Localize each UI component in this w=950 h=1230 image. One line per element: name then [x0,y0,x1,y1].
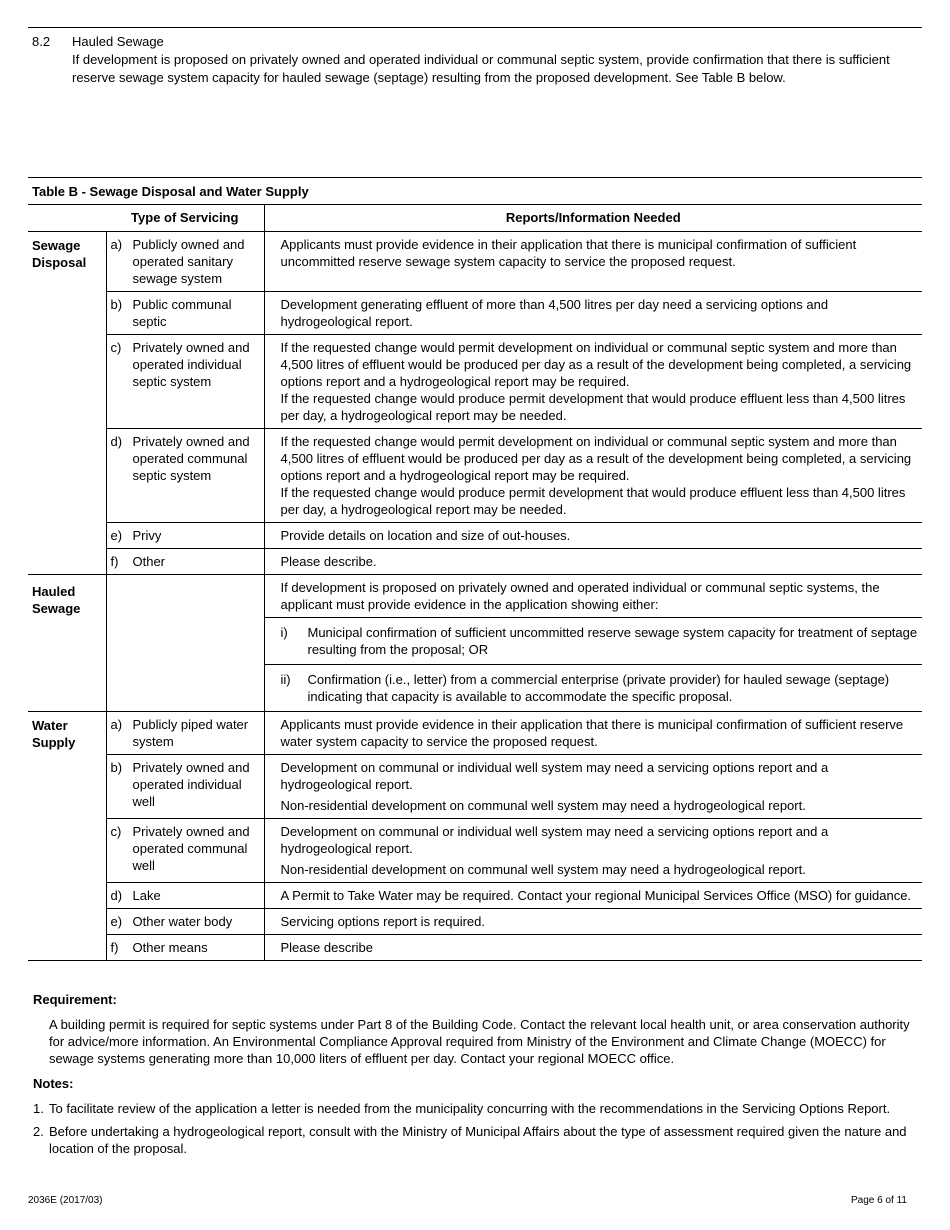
type-cell [106,935,264,961]
row-letter: d) [110,434,123,449]
option-number: i) [280,625,288,640]
table-row [28,549,922,575]
report-cell [264,712,922,755]
table-row [28,935,922,961]
row-letter: f) [110,554,119,569]
option-text: Confirmation (i.e., letter) from a commercial enterprise (private provider) for hauled sewage (septage) indicating that capacity is available to accommodate the specific proposal. [307,672,890,704]
report-cell [264,755,922,819]
type-label: Privately owned and operated individual well [132,760,250,809]
row-letter: a) [110,717,123,732]
page-number: Page 6 of 11 [851,1195,907,1206]
section-body: If development is proposed on privately owned and operated individual or communal septic system, provide confirmation that there is sufficient reserve sewage system capacity for hauled sewage (septage) resulting from the proposed development. See Table B below. [72,52,890,85]
type-cell [106,883,264,909]
type-cell [106,819,264,883]
table-row [28,232,922,292]
report-text: Development on communal or individual well system may need a servicing options report and a hydrogeological report. [280,760,829,792]
hauled-option [264,618,922,665]
type-label: Privately owned and operated communal septic system [132,434,250,483]
option-number: ii) [280,672,291,687]
table-row [28,335,922,429]
table-row [28,755,922,819]
report-text: Servicing options report is required. [280,914,485,929]
type-cell [106,335,264,429]
report-text: Non-residential development on communal well system may need a hydrogeological report. [280,862,806,877]
report-cell [264,523,922,549]
header-reports-needed: Reports/Information Needed [264,205,922,232]
type-cell-empty [106,575,264,712]
report-text: Provide details on location and size of out-houses. [280,528,571,543]
note-number: 1. [33,1101,44,1116]
row-letter: d) [110,888,123,903]
section-title: Hauled Sewage [72,34,164,49]
report-text: Development on communal or individual well system may need a servicing options report and a hydrogeological report. [280,824,829,856]
report-cell [264,335,922,429]
note-text: Before undertaking a hydrogeological report, consult with the Ministry of Municipal Affairs about the type of assessment required given the nature and location of the proposal. [49,1124,907,1156]
type-cell [106,292,264,335]
option-text: Municipal confirmation of sufficient uncommitted reserve sewage system capacity for treatment of septage resulting from the proposal; OR [307,625,918,657]
top-rule [28,27,922,28]
type-label: Privately owned and operated individual septic system [132,340,250,389]
report-cell [264,292,922,335]
report-cell [264,549,922,575]
type-label: Lake [132,888,161,903]
notes-heading: Notes: [33,1076,74,1091]
table-row [28,883,922,909]
report-text: If the requested change would produce permit development that would produce effluent less than 4,500 litres per day, a hydrogeological report may be needed. [280,391,906,423]
row-letter: b) [110,297,123,312]
report-cell [264,232,922,292]
note-text: To facilitate review of the application a letter is needed from the municipality concurring with the recommendations in the Servicing Options Report. [49,1101,891,1116]
hauled-sewage-label: Hauled Sewage [28,575,106,712]
report-text: Applicants must provide evidence in their application that there is municipal confirmation of sufficient reserve water system capacity to service the proposed request. [280,717,904,749]
report-text: Applicants must provide evidence in their application that there is municipal confirmation of sufficient uncommitted reserve sewage system capacity to service the proposed request. [280,237,857,269]
header-blank [28,205,106,232]
report-text: Please describe [280,940,373,955]
type-label: Public communal septic [132,297,232,329]
hauled-intro: If development is proposed on privately owned and operated individual or communal septic systems, the applicant must provide evidence in the application showing either: [264,575,922,618]
report-text: Development generating effluent of more than 4,500 litres per day need a servicing options and hydrogeological report. [280,297,829,329]
type-cell [106,232,264,292]
water-supply-label: Water Supply [28,712,106,961]
row-letter: c) [110,340,122,355]
section-8-2 [32,33,912,87]
type-cell [106,909,264,935]
type-label: Publicly owned and operated sanitary sewage system [132,237,245,286]
report-text: If the requested change would permit development on individual or communal septic system and more than 4,500 litres of effluent would be produced per day as a result of the development being completed, a servicing options report and a hydrogeological report may be required. [280,340,912,389]
type-label: Privately owned and operated communal well [132,824,250,873]
type-label: Other water body [132,914,233,929]
report-text: A Permit to Take Water may be required. Contact your regional Municipal Services Office (MSO) for guidance. [280,888,912,903]
report-cell [264,429,922,523]
table-row [28,909,922,935]
report-text: If the requested change would produce permit development that would produce effluent less than 4,500 litres per day, a hydrogeological report may be needed. [280,485,906,517]
row-letter: e) [110,528,123,543]
type-cell [106,712,264,755]
type-label: Privy [132,528,162,543]
report-cell [264,935,922,961]
table-row [28,523,922,549]
type-label: Publicly piped water system [132,717,249,749]
notes-list [33,1100,913,1157]
row-letter: a) [110,237,123,252]
note-item [33,1100,913,1117]
type-cell [106,755,264,819]
report-text: Non-residential development on communal well system may need a hydrogeological report. [280,798,806,813]
type-label: Other [132,554,166,569]
type-cell [106,429,264,523]
table-row [28,575,922,618]
note-number: 2. [33,1124,44,1139]
row-letter: e) [110,914,123,929]
table-row [28,292,922,335]
table-row [28,712,922,755]
type-label: Other means [132,940,208,955]
table-b [28,177,922,961]
requirement-section [33,991,913,1163]
row-letter: f) [110,940,119,955]
report-cell [264,819,922,883]
form-id: 2036E (2017/03) [28,1195,103,1206]
report-text: Please describe. [280,554,377,569]
table-row [28,819,922,883]
header-type-of-servicing: Type of Servicing [106,205,264,232]
section-number: 8.2 [32,34,51,49]
type-cell [106,549,264,575]
requirement-heading: Requirement: [33,992,117,1007]
report-cell [264,909,922,935]
report-cell [264,883,922,909]
requirement-text: A building permit is required for septic systems under Part 8 of the Building Code. Contact the relevant local health unit, or area conservation authority for advice/more information. An Environmental Compliance Approval required from Ministry of the Environment and Climate Change (MOECC) for sewage systems generating more than 10,000 liters of effluent per day. Contact your regional MOECC office. [49,1017,910,1066]
type-cell [106,523,264,549]
hauled-option [264,665,922,712]
row-letter: c) [110,824,122,839]
table-caption: Table B - Sewage Disposal and Water Supply [28,178,922,205]
table-row [28,429,922,523]
sewage-disposal-label: Sewage Disposal [28,232,106,575]
note-item [33,1123,913,1157]
row-letter: b) [110,760,123,775]
report-text: If the requested change would permit development on individual or communal septic system and more than 4,500 litres of effluent would be produced per day as a result of the development being completed, a servicing options report and a hydrogeological report may be required. [280,434,912,483]
